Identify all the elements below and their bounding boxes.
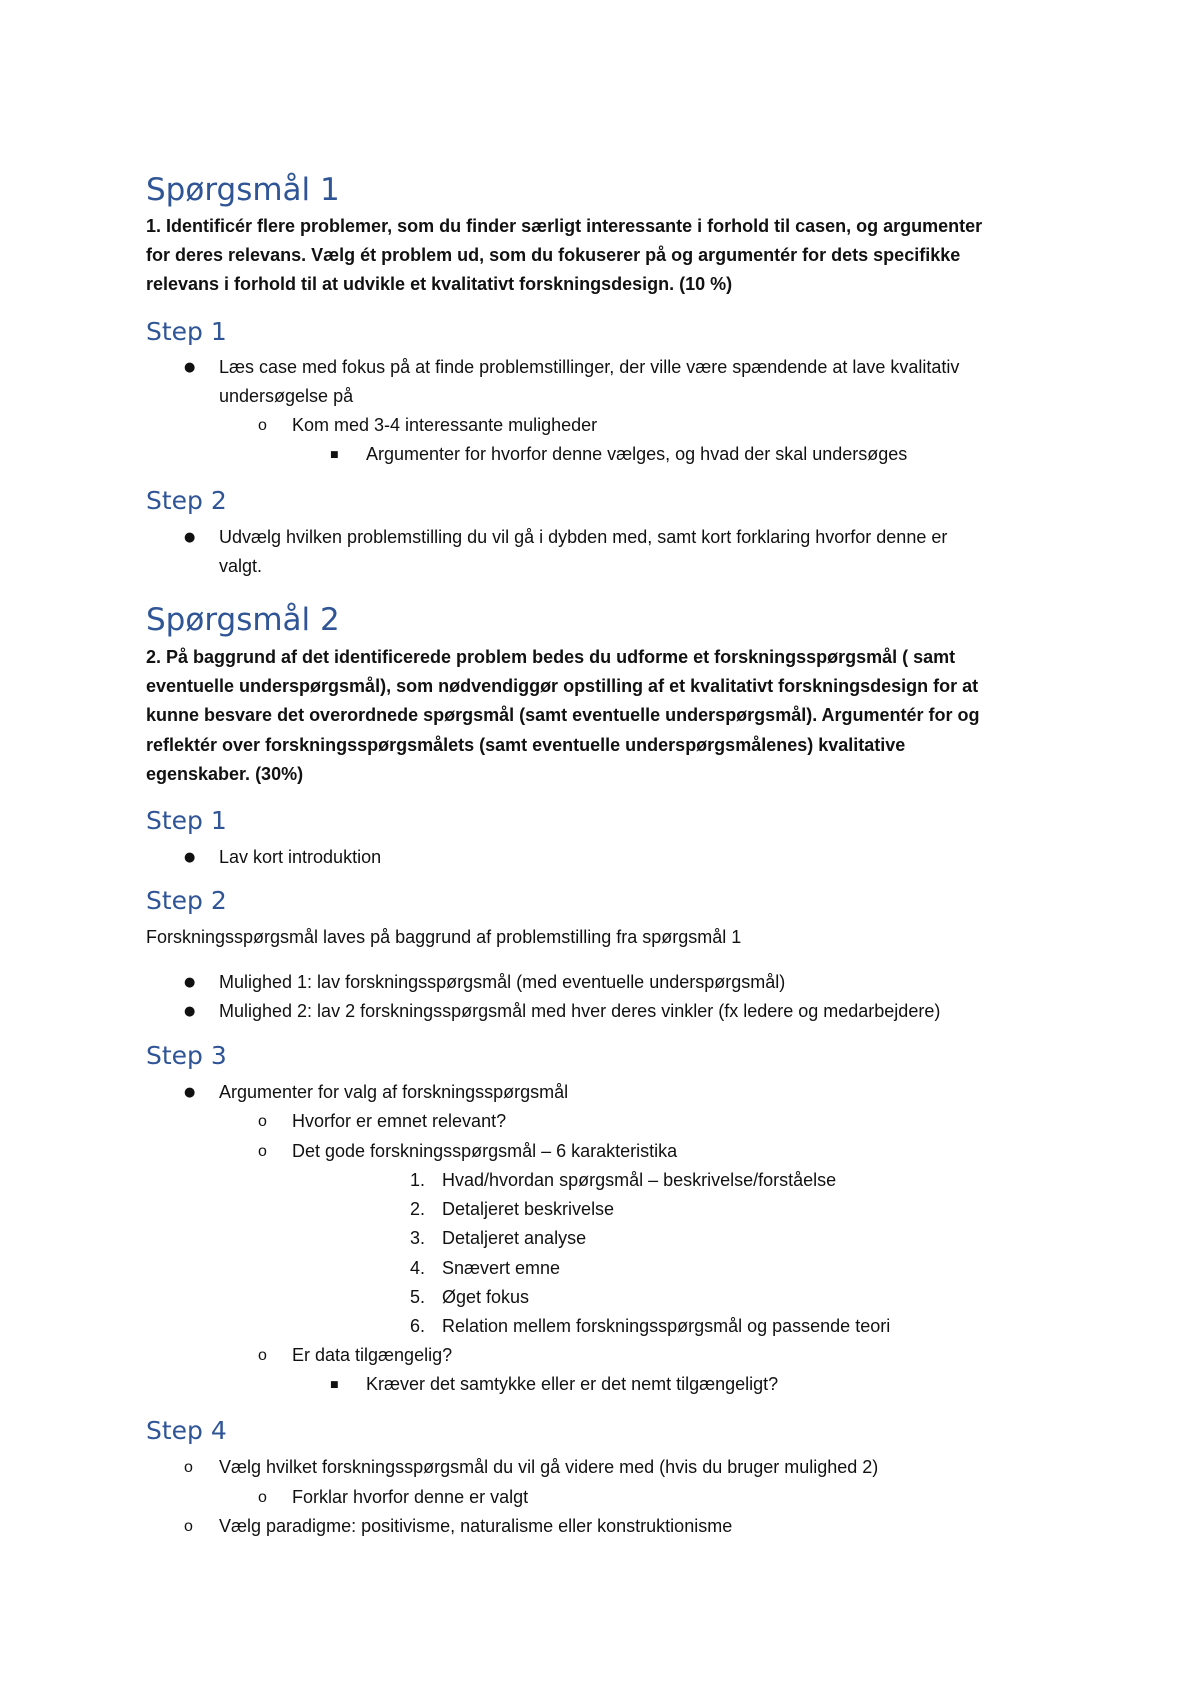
numbered-text: Relation mellem forskningsspørgsmål og passende teori <box>442 1316 891 1336</box>
sub-bullet-text: Det gode forskningsspørgsmål – 6 karakteristika <box>292 1141 678 1161</box>
list-item-text: Vælg paradigme: positivisme, naturalisme eller konstruktionisme <box>219 1516 733 1536</box>
numbered-text: Hvad/hvordan spørgsmål – beskrivelse/forståelse <box>442 1170 837 1190</box>
step-heading: Step 2 <box>146 886 227 915</box>
square-marker: ■ <box>330 450 339 460</box>
section-2-question-line: reflektér over forskningsspørgsmålets (samt eventuelle underspørgsmålenes) kvalitative <box>146 735 906 755</box>
step-heading: Step 4 <box>146 1416 227 1445</box>
paragraph-text: Forskningsspørgsmål laves på baggrund af problemstilling fra spørgsmål 1 <box>146 927 742 947</box>
step-heading: Step 1 <box>146 806 227 835</box>
numbered-text: Øget fokus <box>442 1287 530 1307</box>
numbered-marker: 2. <box>409 1199 425 1219</box>
bullet-marker: ● <box>184 975 196 990</box>
bullet-marker: ● <box>184 850 196 865</box>
numbered-text: Snævert emne <box>442 1258 561 1278</box>
sub-bullet-text: Hvorfor er emnet relevant? <box>292 1111 507 1131</box>
bullet-text: Argumenter for valg af forskningsspørgsmål <box>219 1082 569 1102</box>
bullet-marker: ● <box>184 530 196 545</box>
bullet-marker: ● <box>184 1004 196 1019</box>
numbered-text: Detaljeret beskrivelse <box>442 1199 615 1219</box>
section-2-heading: Spørgsmål 2 <box>146 602 340 638</box>
bullet-text: Læs case med fokus på at finde problemstillinger, der ville være spændende at lave kvalitativ <box>219 357 960 377</box>
bullet-text-continued: valgt. <box>219 556 263 576</box>
circle-marker: o <box>258 1347 267 1364</box>
section-2-question-line: 2. På baggrund af det identificerede problem bedes du udforme et forskningsspørgsmål ( samt <box>146 647 956 667</box>
circle-marker: o <box>258 1113 267 1130</box>
circle-marker: o <box>258 1489 267 1506</box>
bullet-text: Mulighed 2: lav 2 forskningsspørgsmål med hver deres vinkler (fx ledere og medarbejdere) <box>219 1001 941 1021</box>
numbered-text: Detaljeret analyse <box>442 1228 587 1248</box>
sub-bullet-text: Kom med 3-4 interessante muligheder <box>292 415 598 435</box>
numbered-marker: 6. <box>409 1316 425 1336</box>
bullet-text: Lav kort introduktion <box>219 847 382 867</box>
section-1-question-line: for deres relevans. Vælg ét problem ud, som du fokuserer på og argumentér for dets specifikke <box>146 245 961 265</box>
circle-marker: o <box>258 417 267 434</box>
section-2-question-line: eventuelle underspørgsmål), som nødvendiggør opstilling af et kvalitativt forskningsdesign for at <box>146 676 979 696</box>
numbered-marker: 5. <box>409 1287 425 1307</box>
section-2-question-line: egenskaber. (30%) <box>146 764 304 784</box>
step-heading: Step 1 <box>146 317 227 346</box>
sub-sub-bullet-text: Argumenter for hvorfor denne vælges, og hvad der skal undersøges <box>366 444 908 464</box>
circle-marker: o <box>184 1518 193 1535</box>
list-item-text: Vælg hvilket forskningsspørgsmål du vil gå videre med (hvis du bruger mulighed 2) <box>219 1457 879 1477</box>
section-1-heading: Spørgsmål 1 <box>146 172 340 208</box>
section-1-question-line: 1. Identificér flere problemer, som du finder særligt interessante i forhold til casen, og argumenter <box>146 216 983 236</box>
step-heading: Step 2 <box>146 486 227 515</box>
numbered-marker: 1. <box>409 1170 425 1190</box>
square-marker: ■ <box>330 1380 339 1390</box>
bullet-text-continued: undersøgelse på <box>219 386 354 406</box>
bullet-text: Mulighed 1: lav forskningsspørgsmål (med eventuelle underspørgsmål) <box>219 972 786 992</box>
sub-list-item-text: Forklar hvorfor denne er valgt <box>292 1487 529 1507</box>
numbered-marker: 4. <box>409 1258 425 1278</box>
step-heading: Step 3 <box>146 1041 227 1070</box>
section-2-question-line: kunne besvare det overordnede spørgsmål (samt eventuelle underspørgsmål). Argumentér for og <box>146 705 980 725</box>
sub-sub-bullet-text: Kræver det samtykke eller er det nemt tilgængeligt? <box>366 1374 779 1394</box>
section-1-question-line: relevans i forhold til at udvikle et kvalitativt forskningsdesign. (10 %) <box>146 274 733 294</box>
bullet-marker: ● <box>184 360 196 375</box>
sub-bullet-text: Er data tilgængelig? <box>292 1345 453 1365</box>
circle-marker: o <box>184 1459 193 1476</box>
bullet-marker: ● <box>184 1085 196 1100</box>
numbered-marker: 3. <box>409 1228 425 1248</box>
circle-marker: o <box>258 1143 267 1160</box>
bullet-text: Udvælg hvilken problemstilling du vil gå i dybden med, samt kort forklaring hvorfor denne er <box>219 527 948 547</box>
